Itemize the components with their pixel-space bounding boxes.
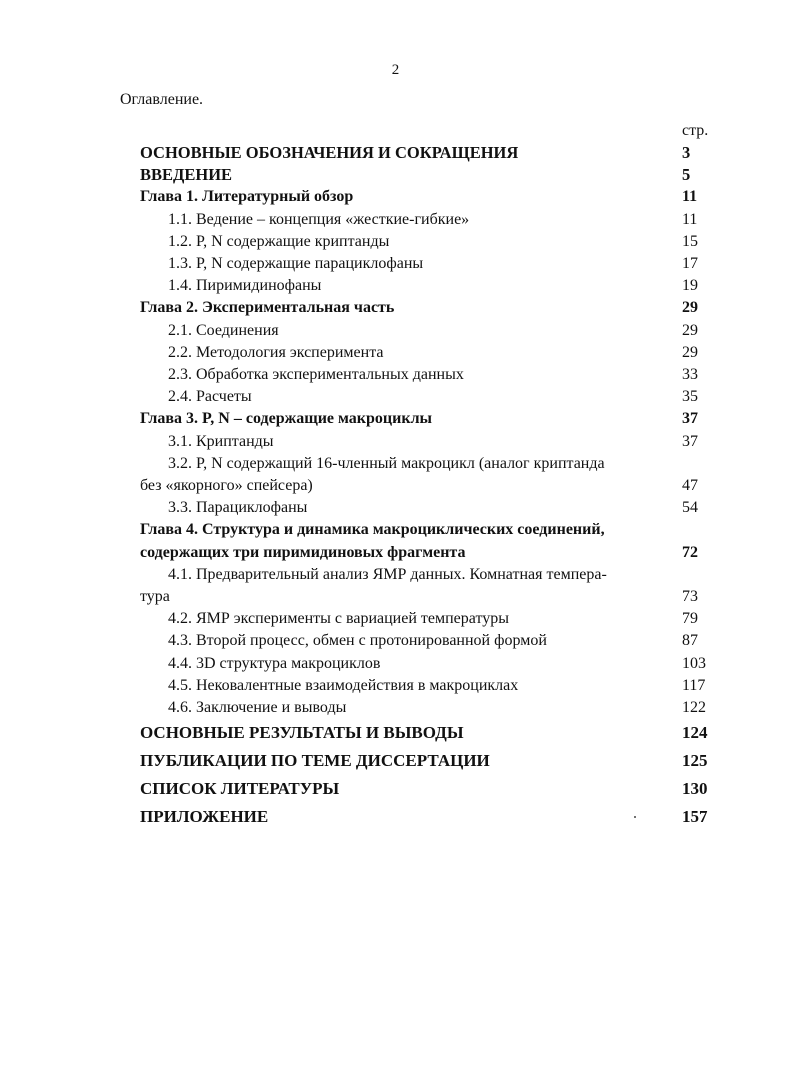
- toc-entry: [140, 608, 720, 630]
- table-of-contents: [140, 120, 720, 831]
- toc-entry-page: 37: [682, 410, 698, 428]
- toc-entry: [140, 719, 720, 747]
- toc-entry-label-line1: Глава 4. Структура и динамика макроциклических соединений,: [140, 521, 605, 539]
- toc-entry-label: 4.6. Заключение и выводы: [168, 699, 347, 717]
- toc-entry: [140, 253, 720, 275]
- toc-entry-label: 2.2. Методология эксперимента: [168, 343, 384, 361]
- page-column-header-row: [140, 120, 720, 142]
- toc-entry-label: ПРИЛОЖЕНИЕ: [140, 807, 269, 827]
- toc-entry-label: [140, 453, 682, 497]
- stray-dot: [634, 816, 636, 818]
- toc-entry-label: 4.2. ЯМР эксперименты с вариацией температуры: [168, 610, 509, 628]
- toc-entry-label: 1.4. Пиримидинофаны: [168, 277, 322, 295]
- toc-entry: [140, 164, 720, 186]
- toc-entry-label-line2: содержащих три пиримидиновых фрагмента: [140, 543, 466, 561]
- toc-entry-label: 2.1. Соединения: [168, 321, 279, 339]
- toc-entry-page: 3: [682, 143, 691, 162]
- toc-entry: [140, 386, 720, 408]
- toc-entry-page: 15: [682, 232, 698, 250]
- toc-entry-label: 4.4. 3D структура макроциклов: [168, 654, 381, 672]
- toc-entry-label: ОСНОВНЫЕ РЕЗУЛЬТАТЫ И ВЫВОДЫ: [140, 723, 464, 743]
- toc-entry-label: 1.2. P, N содержащие криптанды: [168, 232, 390, 250]
- toc-entry-label: СПИСОК ЛИТЕРАТУРЫ: [140, 779, 340, 799]
- page-column-header: стр.: [682, 121, 709, 139]
- toc-entry-label: 4.3. Второй процесс, обмен с протонированной формой: [168, 632, 547, 650]
- toc-entry: [140, 275, 720, 297]
- toc-title: Оглавление.: [120, 91, 204, 108]
- toc-entry: [140, 653, 720, 675]
- toc-entry: [140, 697, 720, 719]
- toc-entry-label: 2.3. Обработка экспериментальных данных: [168, 366, 464, 384]
- toc-entry-label: ОСНОВНЫЕ ОБОЗНАЧЕНИЯ И СОКРАЩЕНИЯ: [140, 143, 519, 162]
- toc-entry-label: 2.4. Расчеты: [168, 388, 252, 406]
- toc-entry-label: Глава 3. P, N – содержащие макроциклы: [140, 410, 433, 428]
- toc-entry-label: 4.5. Нековалентные взаимодействия в макроциклах: [168, 676, 519, 694]
- toc-entry-page: 130: [682, 779, 708, 799]
- toc-entry-page: 35: [682, 388, 698, 406]
- toc-entry-label-line2: без «якорного» спейсера): [140, 477, 313, 495]
- toc-entry-page: 157: [682, 807, 708, 827]
- toc-entry-page: 87: [682, 632, 698, 650]
- toc-entry-label: Глава 1. Литературный обзор: [140, 188, 354, 206]
- toc-entry-label: 1.1. Ведение – концепция «жесткие-гибкие»: [168, 210, 470, 228]
- toc-entry-label: 3.3. Парациклофаны: [168, 499, 308, 517]
- toc-entry-page: 37: [682, 432, 698, 450]
- toc-entry-label-line1: 3.2. P, N содержащий 16-членный макроцикл (аналог криптанда: [168, 454, 605, 472]
- toc-entry: [140, 364, 720, 386]
- toc-entry-page: 29: [682, 343, 698, 361]
- toc-entry: [140, 803, 720, 831]
- toc-entry-label: [140, 564, 682, 608]
- page-number: 2: [391, 62, 400, 78]
- toc-entry: [140, 209, 720, 231]
- toc-entry-page: 54: [682, 499, 698, 517]
- toc-entry: [140, 342, 720, 364]
- toc-entry: [140, 431, 720, 453]
- toc-entry: [140, 231, 720, 253]
- toc-entry-label: 3.1. Криптанды: [168, 432, 274, 450]
- toc-entry-page: 33: [682, 366, 698, 384]
- toc-entry-page: 125: [682, 751, 708, 771]
- toc-entry: [140, 775, 720, 803]
- toc-entry-label: ВВЕДЕНИЕ: [140, 165, 233, 185]
- toc-entry: [140, 747, 720, 775]
- toc-entry-page: 79: [682, 610, 698, 628]
- toc-entry: [140, 186, 720, 208]
- toc-entry: [140, 142, 720, 164]
- toc-entry: [140, 630, 720, 652]
- toc-entry: [140, 297, 720, 319]
- toc-entry: [140, 453, 720, 497]
- toc-entry: [140, 564, 720, 608]
- toc-entry-page: 47: [682, 477, 698, 495]
- toc-entry-page: 72: [682, 543, 698, 561]
- toc-entry-page: 73: [682, 588, 698, 606]
- toc-entry: [140, 320, 720, 342]
- toc-entry-label-line2: тура: [140, 588, 170, 606]
- toc-entry-page: 19: [682, 277, 698, 295]
- toc-entry: [140, 519, 720, 563]
- toc-entry-page: 11: [682, 188, 698, 206]
- toc-entry-label: 1.3. P, N содержащие парациклофаны: [168, 255, 424, 273]
- toc-entry: [140, 497, 720, 519]
- toc-entry-page: 17: [682, 255, 698, 273]
- toc-entry-page: 117: [682, 676, 706, 694]
- toc-entry-page: 103: [682, 654, 706, 672]
- toc-entry: [140, 408, 720, 430]
- toc-entry-page: 11: [682, 210, 698, 228]
- toc-entries: [140, 142, 720, 831]
- toc-entry-label: [140, 519, 682, 563]
- toc-entry-page: 124: [682, 723, 708, 743]
- toc-entry-label-line1: 4.1. Предварительный анализ ЯМР данных. Комнатная темпера-: [168, 565, 607, 583]
- toc-entry-page: 5: [682, 165, 691, 185]
- toc-entry: [140, 675, 720, 697]
- toc-entry-label: ПУБЛИКАЦИИ ПО ТЕМЕ ДИССЕРТАЦИИ: [140, 751, 490, 771]
- toc-entry-page: 29: [682, 299, 698, 317]
- toc-entry-label: Глава 2. Экспериментальная часть: [140, 299, 395, 317]
- toc-entry-page: 122: [682, 699, 706, 717]
- toc-entry-page: 29: [682, 321, 698, 339]
